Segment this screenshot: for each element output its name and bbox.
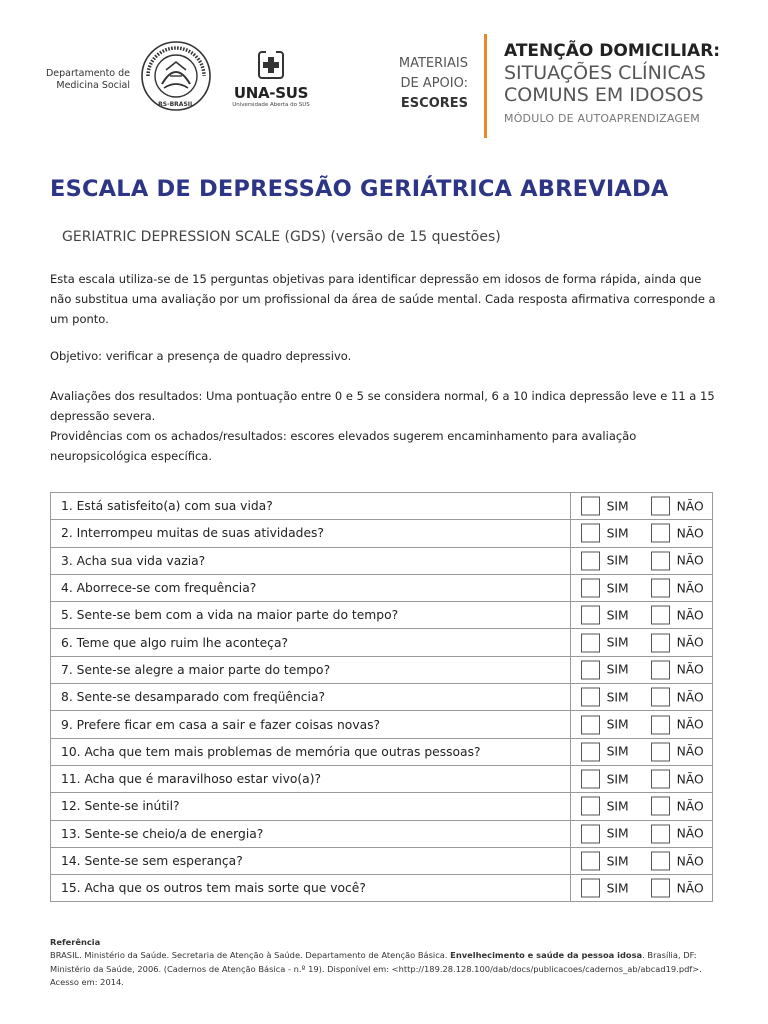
question-row — [51, 711, 713, 738]
sim-checkbox[interactable] — [581, 852, 600, 871]
option-sim — [581, 715, 629, 734]
sim-label: SIM — [606, 526, 629, 541]
answer-options — [570, 656, 712, 683]
module-title-line2: SITUAÇÕES CLÍNICAS — [504, 62, 706, 84]
nao-label: NÃO — [676, 854, 704, 868]
option-nao — [651, 879, 704, 898]
sim-checkbox[interactable] — [581, 497, 600, 516]
option-nao — [651, 797, 704, 816]
question-text: 13. Sente-se cheio/a de energia? — [51, 820, 571, 847]
answer-options — [570, 875, 712, 902]
question-text: 14. Sente-se sem esperança? — [51, 847, 571, 874]
option-sim — [581, 524, 629, 543]
option-nao — [651, 824, 704, 843]
ufpel-seal-logo — [140, 40, 212, 112]
answer-options — [570, 493, 712, 520]
option-sim — [581, 497, 629, 516]
question-row — [51, 547, 713, 574]
question-row — [51, 820, 713, 847]
sim-label: SIM — [606, 799, 629, 814]
nao-label: NÃO — [676, 826, 704, 841]
option-sim — [581, 579, 629, 598]
nao-checkbox[interactable] — [651, 524, 670, 543]
answer-options — [570, 765, 712, 792]
option-nao — [651, 497, 704, 516]
question-row — [51, 574, 713, 601]
option-nao — [651, 852, 704, 871]
question-row — [51, 520, 713, 547]
materiais-label — [380, 54, 468, 114]
answer-options — [570, 684, 712, 711]
option-sim — [581, 606, 629, 625]
sim-label: SIM — [606, 854, 629, 868]
evaluation-paragraph: Avaliações dos resultados: Uma pontuação entre 0 e 5 se considera normal, 6 a 10 indica depressão leve e 11 a 15 depressão severa. — [50, 389, 715, 423]
sim-checkbox[interactable] — [581, 524, 600, 543]
nao-checkbox[interactable] — [651, 606, 670, 625]
question-row — [51, 656, 713, 683]
unasus-emblem-icon — [228, 50, 314, 84]
nao-label: NÃO — [676, 526, 704, 541]
option-nao — [651, 551, 704, 570]
question-text: 10. Acha que tem mais problemas de memória que outras pessoas? — [51, 738, 571, 765]
sim-checkbox[interactable] — [581, 879, 600, 898]
answer-options — [570, 820, 712, 847]
answer-options — [570, 629, 712, 656]
sim-label: SIM — [606, 772, 629, 787]
sim-label: SIM — [606, 690, 629, 705]
nao-checkbox[interactable] — [651, 579, 670, 598]
reference-block — [50, 936, 720, 989]
question-text: 9. Prefere ficar em casa a sair e fazer coisas novas? — [51, 711, 571, 738]
orange-divider — [484, 34, 487, 138]
svg-text:RS-BRASIL: RS-BRASIL — [158, 101, 194, 108]
nao-checkbox[interactable] — [651, 852, 670, 871]
nao-checkbox[interactable] — [651, 879, 670, 898]
answer-options — [570, 574, 712, 601]
nao-checkbox[interactable] — [651, 797, 670, 816]
sim-checkbox[interactable] — [581, 742, 600, 761]
sim-label: SIM — [606, 744, 629, 759]
sim-label: SIM — [606, 717, 629, 732]
nao-checkbox[interactable] — [651, 715, 670, 734]
nao-label: NÃO — [676, 717, 704, 732]
nao-checkbox[interactable] — [651, 688, 670, 707]
answer-options — [570, 602, 712, 629]
sim-checkbox[interactable] — [581, 824, 600, 843]
answer-options — [570, 793, 712, 820]
question-row — [51, 793, 713, 820]
nao-label: NÃO — [676, 690, 704, 705]
option-sim — [581, 633, 629, 652]
option-nao — [651, 715, 704, 734]
nao-checkbox[interactable] — [651, 551, 670, 570]
option-nao — [651, 579, 704, 598]
sim-checkbox[interactable] — [581, 606, 600, 625]
nao-label: NÃO — [676, 608, 704, 623]
nao-checkbox[interactable] — [651, 742, 670, 761]
option-sim — [581, 551, 629, 570]
option-sim — [581, 660, 629, 679]
question-row — [51, 602, 713, 629]
sim-checkbox[interactable] — [581, 688, 600, 707]
nao-label: NÃO — [676, 581, 704, 596]
nao-checkbox[interactable] — [651, 633, 670, 652]
question-row — [51, 738, 713, 765]
sim-label: SIM — [606, 662, 629, 677]
sim-checkbox[interactable] — [581, 551, 600, 570]
question-text: 8. Sente-se desamparado com freqüência? — [51, 684, 571, 711]
question-row — [51, 875, 713, 902]
question-row — [51, 629, 713, 656]
reference-title: Referência — [50, 937, 101, 947]
option-sim — [581, 852, 629, 871]
sim-label: SIM — [606, 499, 629, 514]
sim-checkbox[interactable] — [581, 660, 600, 679]
option-sim — [581, 688, 629, 707]
module-title — [504, 40, 764, 126]
materiais-line1: MATERIAIS — [398, 56, 468, 71]
nao-checkbox[interactable] — [651, 824, 670, 843]
unasus-subtitle: Universidade Aberta do SUS — [232, 102, 310, 108]
sim-checkbox[interactable] — [581, 797, 600, 816]
sim-label: SIM — [606, 581, 629, 596]
nao-checkbox[interactable] — [651, 660, 670, 679]
answer-options — [570, 547, 712, 574]
option-sim — [581, 770, 629, 789]
option-nao — [651, 688, 704, 707]
option-sim — [581, 797, 629, 816]
question-text: 2. Interrompeu muitas de suas atividades? — [51, 520, 571, 547]
page-header — [0, 0, 768, 150]
option-nao — [651, 660, 704, 679]
sim-label: SIM — [606, 881, 629, 896]
question-text: 15. Acha que os outros tem mais sorte que você? — [51, 875, 571, 902]
reference-text: BRASIL. Ministério da Saúde. Secretaria de Atenção à Saúde. Departamento de Atenção Básica. Envelhecimento e saúde da pessoa idosa. Brasília, DF: Ministério da Saúde, 2006. (Cadernos de Atenção Básica - n.º 19). Disponível em: <http://189.28.128.100/dab/docs/publicacoes/cadernos_ab/abcad19.pdf>. Acesso em: 2014. — [50, 950, 702, 987]
answer-options — [570, 520, 712, 547]
sim-checkbox[interactable] — [581, 633, 600, 652]
question-text: 11. Acha que é maravilhoso estar vivo(a)? — [51, 765, 571, 792]
objective-paragraph: Objetivo: verificar a presença de quadro depressivo. — [50, 349, 352, 363]
page-subtitle: GERIATRIC DEPRESSION SCALE (GDS) (versão de 15 questões) — [62, 229, 501, 245]
nao-checkbox[interactable] — [651, 770, 670, 789]
sim-label: SIM — [606, 826, 629, 841]
question-row — [51, 493, 713, 520]
answer-options — [570, 711, 712, 738]
nao-label: NÃO — [676, 772, 704, 787]
sim-label: SIM — [606, 608, 629, 623]
answer-options — [570, 738, 712, 765]
question-text: 12. Sente-se inútil? — [51, 793, 571, 820]
module-title-line1: ATENÇÃO DOMICILIAR: — [504, 41, 721, 61]
materiais-line3: ESCORES — [400, 96, 468, 111]
evaluation-block — [50, 386, 718, 466]
department-label: Departamento de Medicina Social — [45, 68, 130, 91]
option-sim — [581, 824, 629, 843]
materiais-line2: DE APOIO: — [400, 76, 468, 91]
nao-label: NÃO — [676, 799, 704, 814]
nao-label: NÃO — [676, 553, 704, 568]
nao-label: NÃO — [676, 662, 704, 677]
intro-paragraph: Esta escala utiliza-se de 15 perguntas objetivas para identificar depressão em idosos de forma rápida, ainda que não substitua uma avaliação por um profissional da área de saúde mental. Cada resposta afirmativa corresponde a um ponto. — [50, 272, 716, 326]
question-text: 6. Teme que algo ruim lhe aconteça? — [51, 629, 571, 656]
sim-checkbox[interactable] — [581, 715, 600, 734]
question-text: 1. Está satisfeito(a) com sua vida? — [51, 493, 571, 520]
question-text: 3. Acha sua vida vazia? — [51, 547, 571, 574]
sim-label: SIM — [606, 553, 629, 568]
option-nao — [651, 742, 704, 761]
page-title: ESCALA DE DEPRESSÃO GERIÁTRICA ABREVIADA — [50, 176, 669, 202]
unasus-name: UNA-SUS — [233, 84, 309, 102]
option-sim — [581, 879, 629, 898]
question-row — [51, 847, 713, 874]
option-nao — [651, 770, 704, 789]
nao-label: NÃO — [676, 635, 704, 650]
unasus-logo — [228, 50, 314, 108]
question-row — [51, 684, 713, 711]
question-row — [51, 765, 713, 792]
nao-label: NÃO — [676, 881, 704, 896]
answer-options — [570, 847, 712, 874]
option-nao — [651, 524, 704, 543]
gds-questions-table — [50, 492, 713, 902]
question-text: 7. Sente-se alegre a maior parte do tempo? — [51, 656, 571, 683]
module-title-line3: COMUNS EM IDOSOS — [504, 84, 704, 106]
nao-checkbox[interactable] — [651, 497, 670, 516]
nao-label: NÃO — [676, 744, 704, 759]
option-nao — [651, 606, 704, 625]
option-sim — [581, 742, 629, 761]
nao-label: NÃO — [676, 499, 704, 514]
sim-checkbox[interactable] — [581, 770, 600, 789]
question-text: 4. Aborrece-se com frequência? — [51, 574, 571, 601]
sim-checkbox[interactable] — [581, 579, 600, 598]
question-text: 5. Sente-se bem com a vida na maior parte do tempo? — [51, 602, 571, 629]
sim-label: SIM — [606, 635, 629, 650]
module-subtitle: MÓDULO DE AUTOAPRENDIZAGEM — [504, 112, 700, 125]
providencias-paragraph: Providências com os achados/resultados: escores elevados sugerem encaminhamento para avaliação neuropsicológica específica. — [50, 429, 637, 463]
option-nao — [651, 633, 704, 652]
